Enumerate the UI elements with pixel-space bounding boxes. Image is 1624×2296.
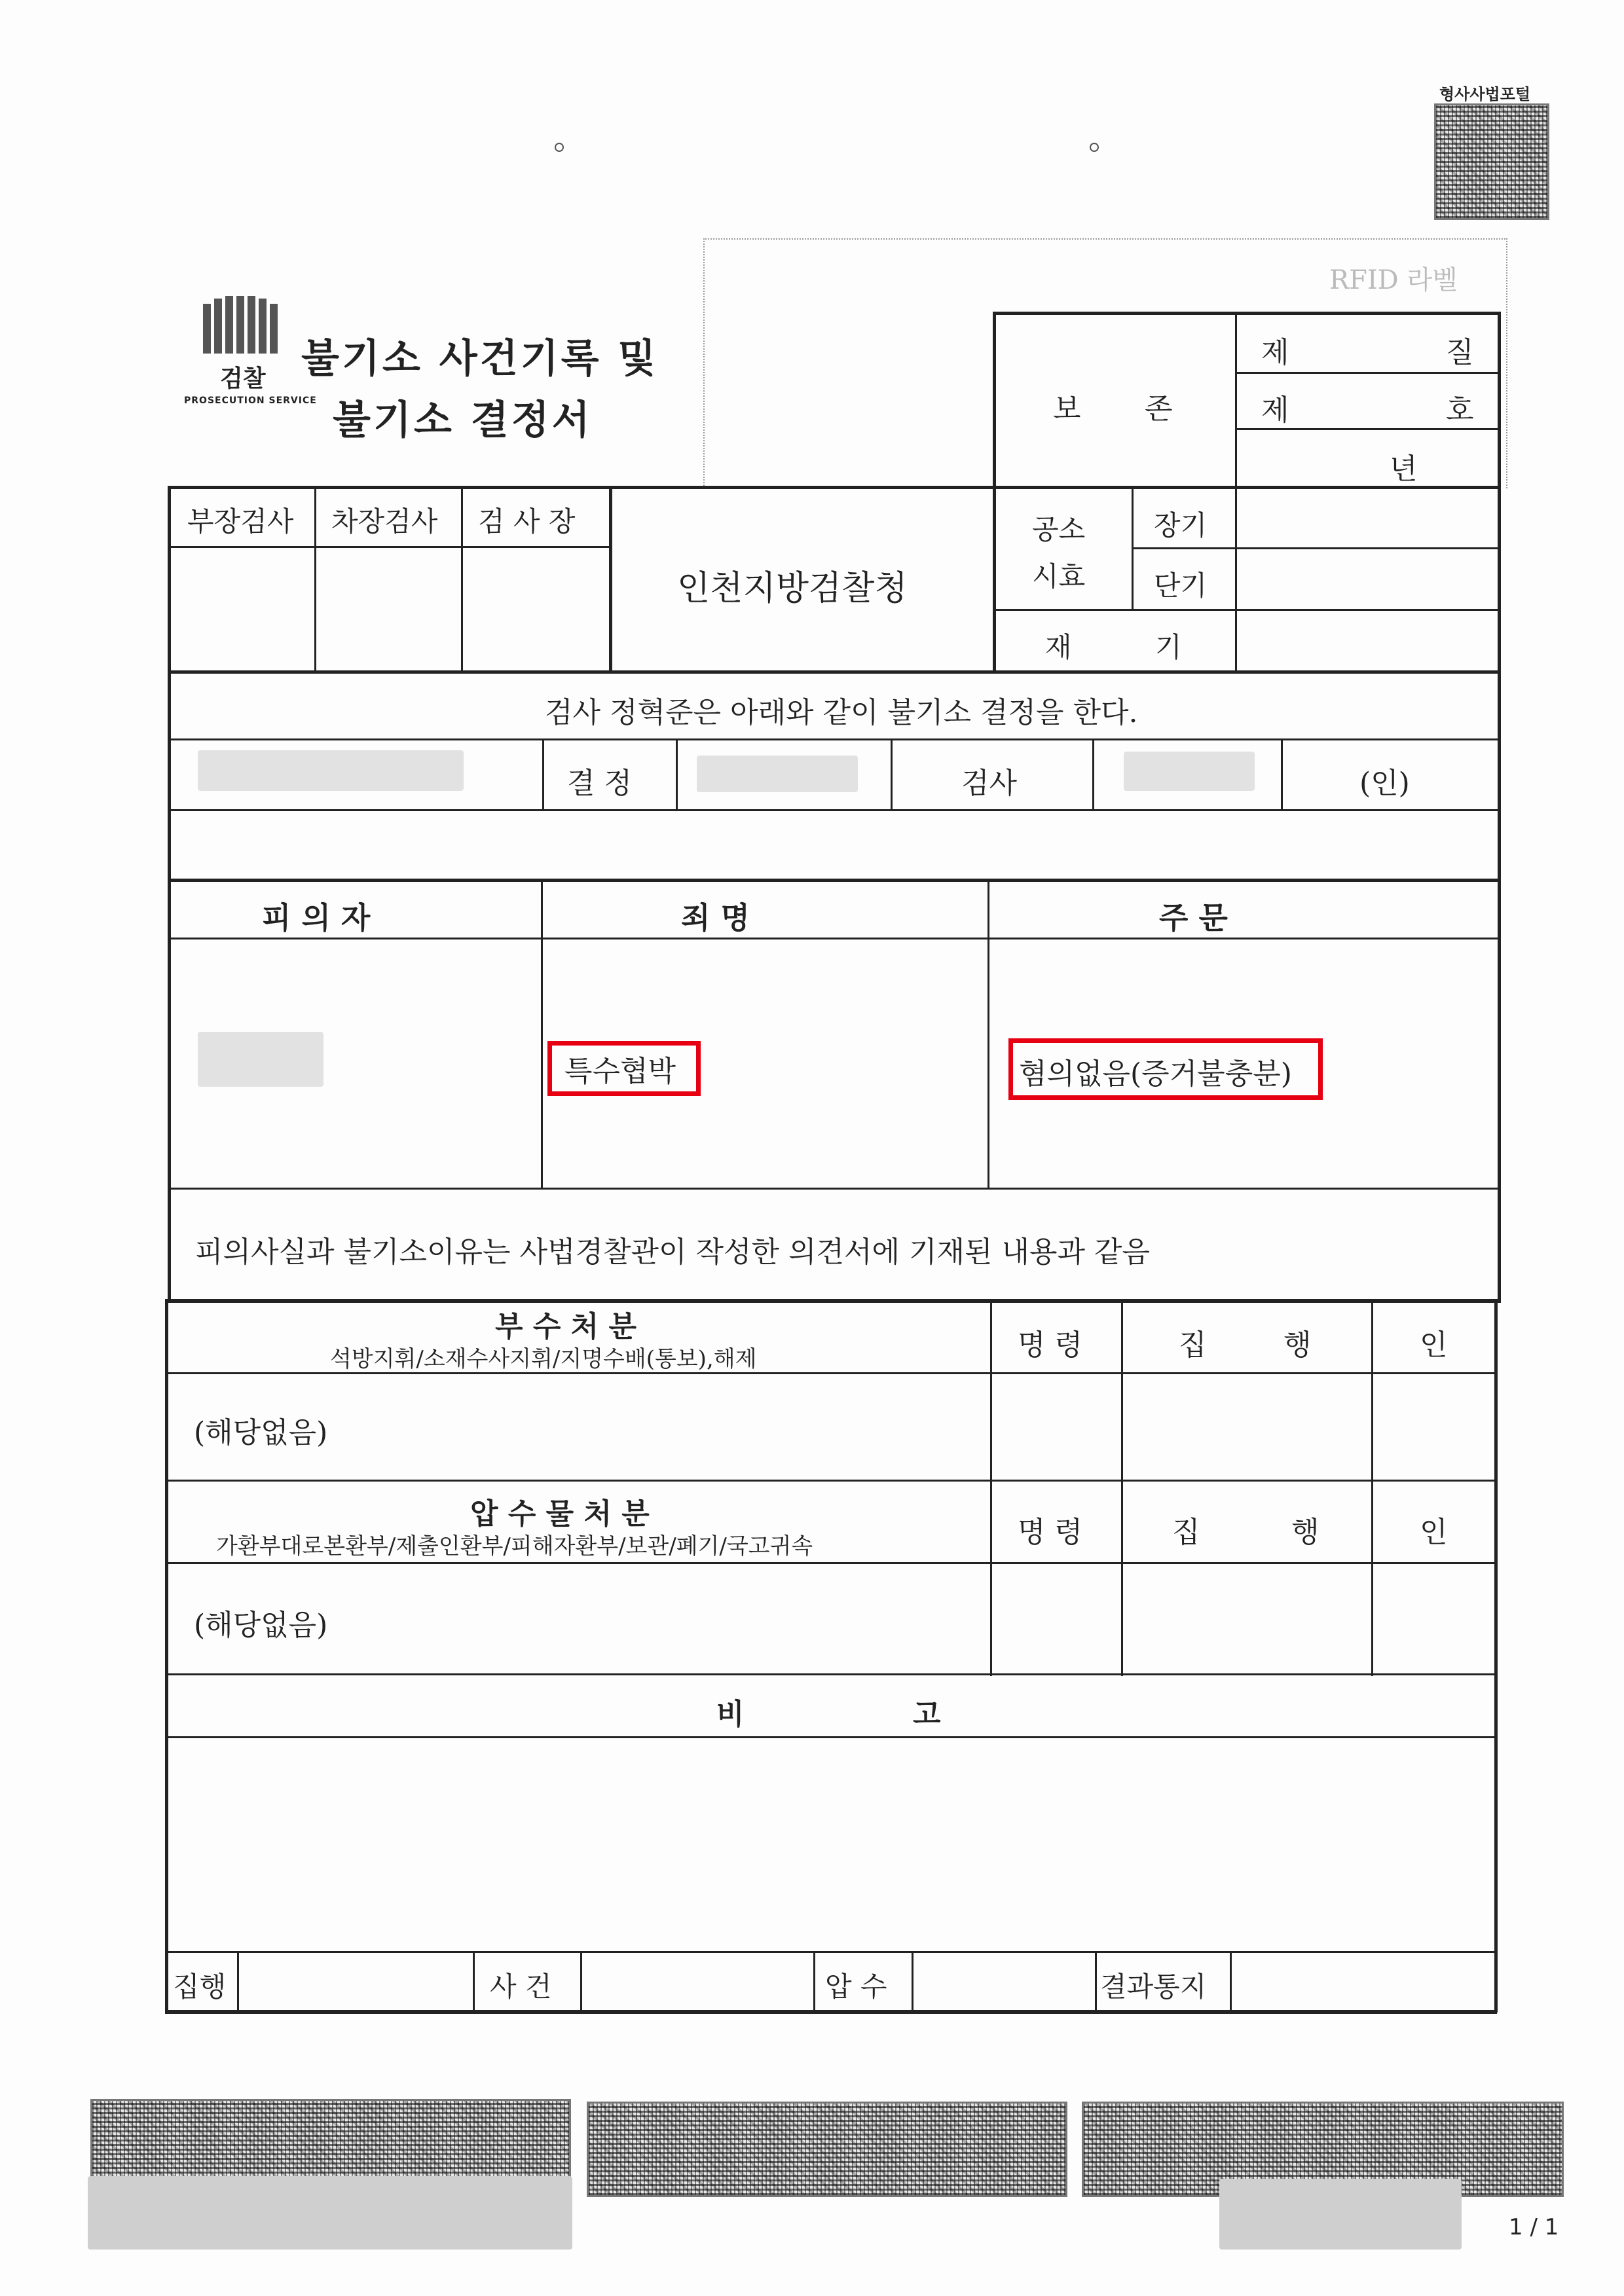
decision-statement: 검사 정혁준은 아래와 같이 불기소 결정을 한다. [545,696,1138,729]
rule [993,609,1501,611]
rule [1235,312,1237,488]
ancillary-seal: 인 [1420,1328,1448,1362]
statute-short: 단기 [1154,570,1208,602]
prosecution-logo-icon [203,296,278,354]
rule [1498,670,1501,1302]
seizure-order: 명 령 [1018,1516,1082,1549]
rule [165,1480,1497,1482]
rule [473,1951,475,2011]
rule [912,1951,913,2011]
document-title-line1: 불기소 사건기록 및 [301,336,659,382]
seal-mark: (인) [1359,767,1410,800]
rule [1092,738,1094,811]
footer-notice: 결과통지 [1100,1971,1207,2003]
footer-seizure: 압 수 [825,1971,887,2003]
rule [165,1299,168,2013]
approval-head-chief-prosecutor: 검 사 장 [478,505,576,538]
rule [168,486,171,672]
preservation-label-b: 존 [1145,392,1173,426]
rule [1235,428,1501,430]
document-title-line2: 불기소 결정서 [333,397,593,443]
rule [580,1951,582,2011]
preservation-r1a: 제 [1261,336,1289,369]
statute-re-a: 재 [1045,631,1072,663]
rule [1235,372,1501,374]
barcode-left [90,2099,571,2180]
approval-head-deputy: 차장검사 [331,505,438,538]
disposition-value: 혐의없음(증거불충분) [1019,1057,1292,1091]
remarks-a: 비 [716,1698,745,1731]
rule [1132,547,1501,549]
rule [541,879,543,1190]
column-charge: 죄 명 [681,900,750,936]
rule [542,738,544,811]
seizure-value: (해당없음) [194,1609,328,1642]
punch-mark [555,143,564,152]
ancillary-value: (해당없음) [194,1416,328,1449]
statute-re-b: 기 [1155,631,1182,663]
approval-head-chief: 부장검사 [187,505,294,538]
preservation-r2b: 호 [1446,393,1474,427]
rule [168,670,171,1302]
rule [165,1673,1497,1675]
rule [165,1562,1497,1564]
rule [165,1736,1497,1738]
preservation-r3: 년 [1390,452,1418,486]
footer-execute: 집행 [173,1971,227,2003]
rule [1095,1951,1097,2011]
rule [461,486,463,672]
seizure-subtitle: 가환부대로본환부/제출인환부/피해자환부/보관/폐기/국고귀속 [216,1533,813,1559]
redacted-footer-right [1219,2179,1462,2250]
logo-sub: PROSECUTION SERVICE [184,395,317,406]
rule [990,1299,992,1676]
rule [1235,486,1237,672]
punch-mark [1090,143,1099,152]
rule [168,486,1501,489]
column-suspect: 피 의 자 [262,900,371,936]
rule [1121,1299,1123,1676]
remarks-b: 고 [913,1698,941,1731]
rule [1371,1299,1373,1676]
rfid-label: RFID 라벨 [1329,265,1458,295]
rule [1498,312,1501,488]
decision-label: 결 정 [567,767,632,800]
rule [676,738,678,811]
statute-label-1: 공소 [1032,513,1086,545]
footer-case: 사 건 [490,1971,552,2003]
rule [168,670,1501,674]
ancillary-exec-a: 집 [1179,1328,1207,1362]
reason-text: 피의사실과 불기소이유는 사법경찰관이 작성한 의견서에 기재된 내용과 같음 [195,1235,1151,1269]
rule [1230,1951,1232,2011]
ancillary-exec-b: 행 [1283,1328,1312,1362]
redacted-prosecutor-name [1124,752,1255,791]
portal-qr-code [1434,103,1549,220]
office-name: 인천지방검찰청 [677,569,908,608]
rule [891,738,893,811]
preservation-r2a: 제 [1261,393,1289,427]
preservation-label-a: 보 [1053,392,1081,426]
redacted-footer-left [88,2176,572,2250]
rule [165,1299,1501,1303]
logo-brand: 검찰 [220,365,266,392]
rule [168,879,1501,882]
redacted-case-number [198,750,464,791]
statute-long: 장기 [1154,509,1208,541]
prosecutor-label: 검사 [961,767,1018,800]
preservation-r1b: 질 [1446,336,1474,369]
rule [993,312,1501,315]
rule [813,1951,815,2011]
rule [1494,1299,1498,2013]
rule [168,1188,1501,1190]
rule [237,1951,239,2011]
seizure-seal: 인 [1420,1516,1448,1549]
seizure-exec-b: 행 [1291,1516,1320,1549]
rule [165,2010,1497,2014]
seizure-title: 압 수 물 처 분 [470,1497,650,1531]
redacted-decision-date [697,756,858,792]
ancillary-title: 부 수 처 분 [495,1310,637,1343]
portal-label: 형사사법포털 [1439,85,1531,103]
page-number: 1 / 1 [1509,2214,1559,2240]
rule [314,486,316,672]
rule [987,879,989,1190]
rule [168,546,610,548]
seizure-exec-a: 집 [1172,1516,1200,1549]
rule [165,1951,1497,1953]
barcode-middle [587,2102,1067,2197]
rule [609,486,612,672]
charge-value: 특수협박 [564,1055,676,1088]
statute-label-2: 시효 [1032,560,1086,592]
rule [168,809,1501,811]
rule [993,486,996,672]
redacted-suspect-name [198,1032,323,1087]
rule [1498,486,1501,672]
rule [993,312,996,488]
rule [168,938,1501,939]
ancillary-order: 명 령 [1018,1328,1082,1362]
rule [1281,738,1283,811]
rule [168,738,1501,740]
ancillary-subtitle: 석방지휘/소재수사지휘/지명수배(통보),해제 [330,1346,757,1372]
column-disposition: 주 문 [1159,900,1228,936]
